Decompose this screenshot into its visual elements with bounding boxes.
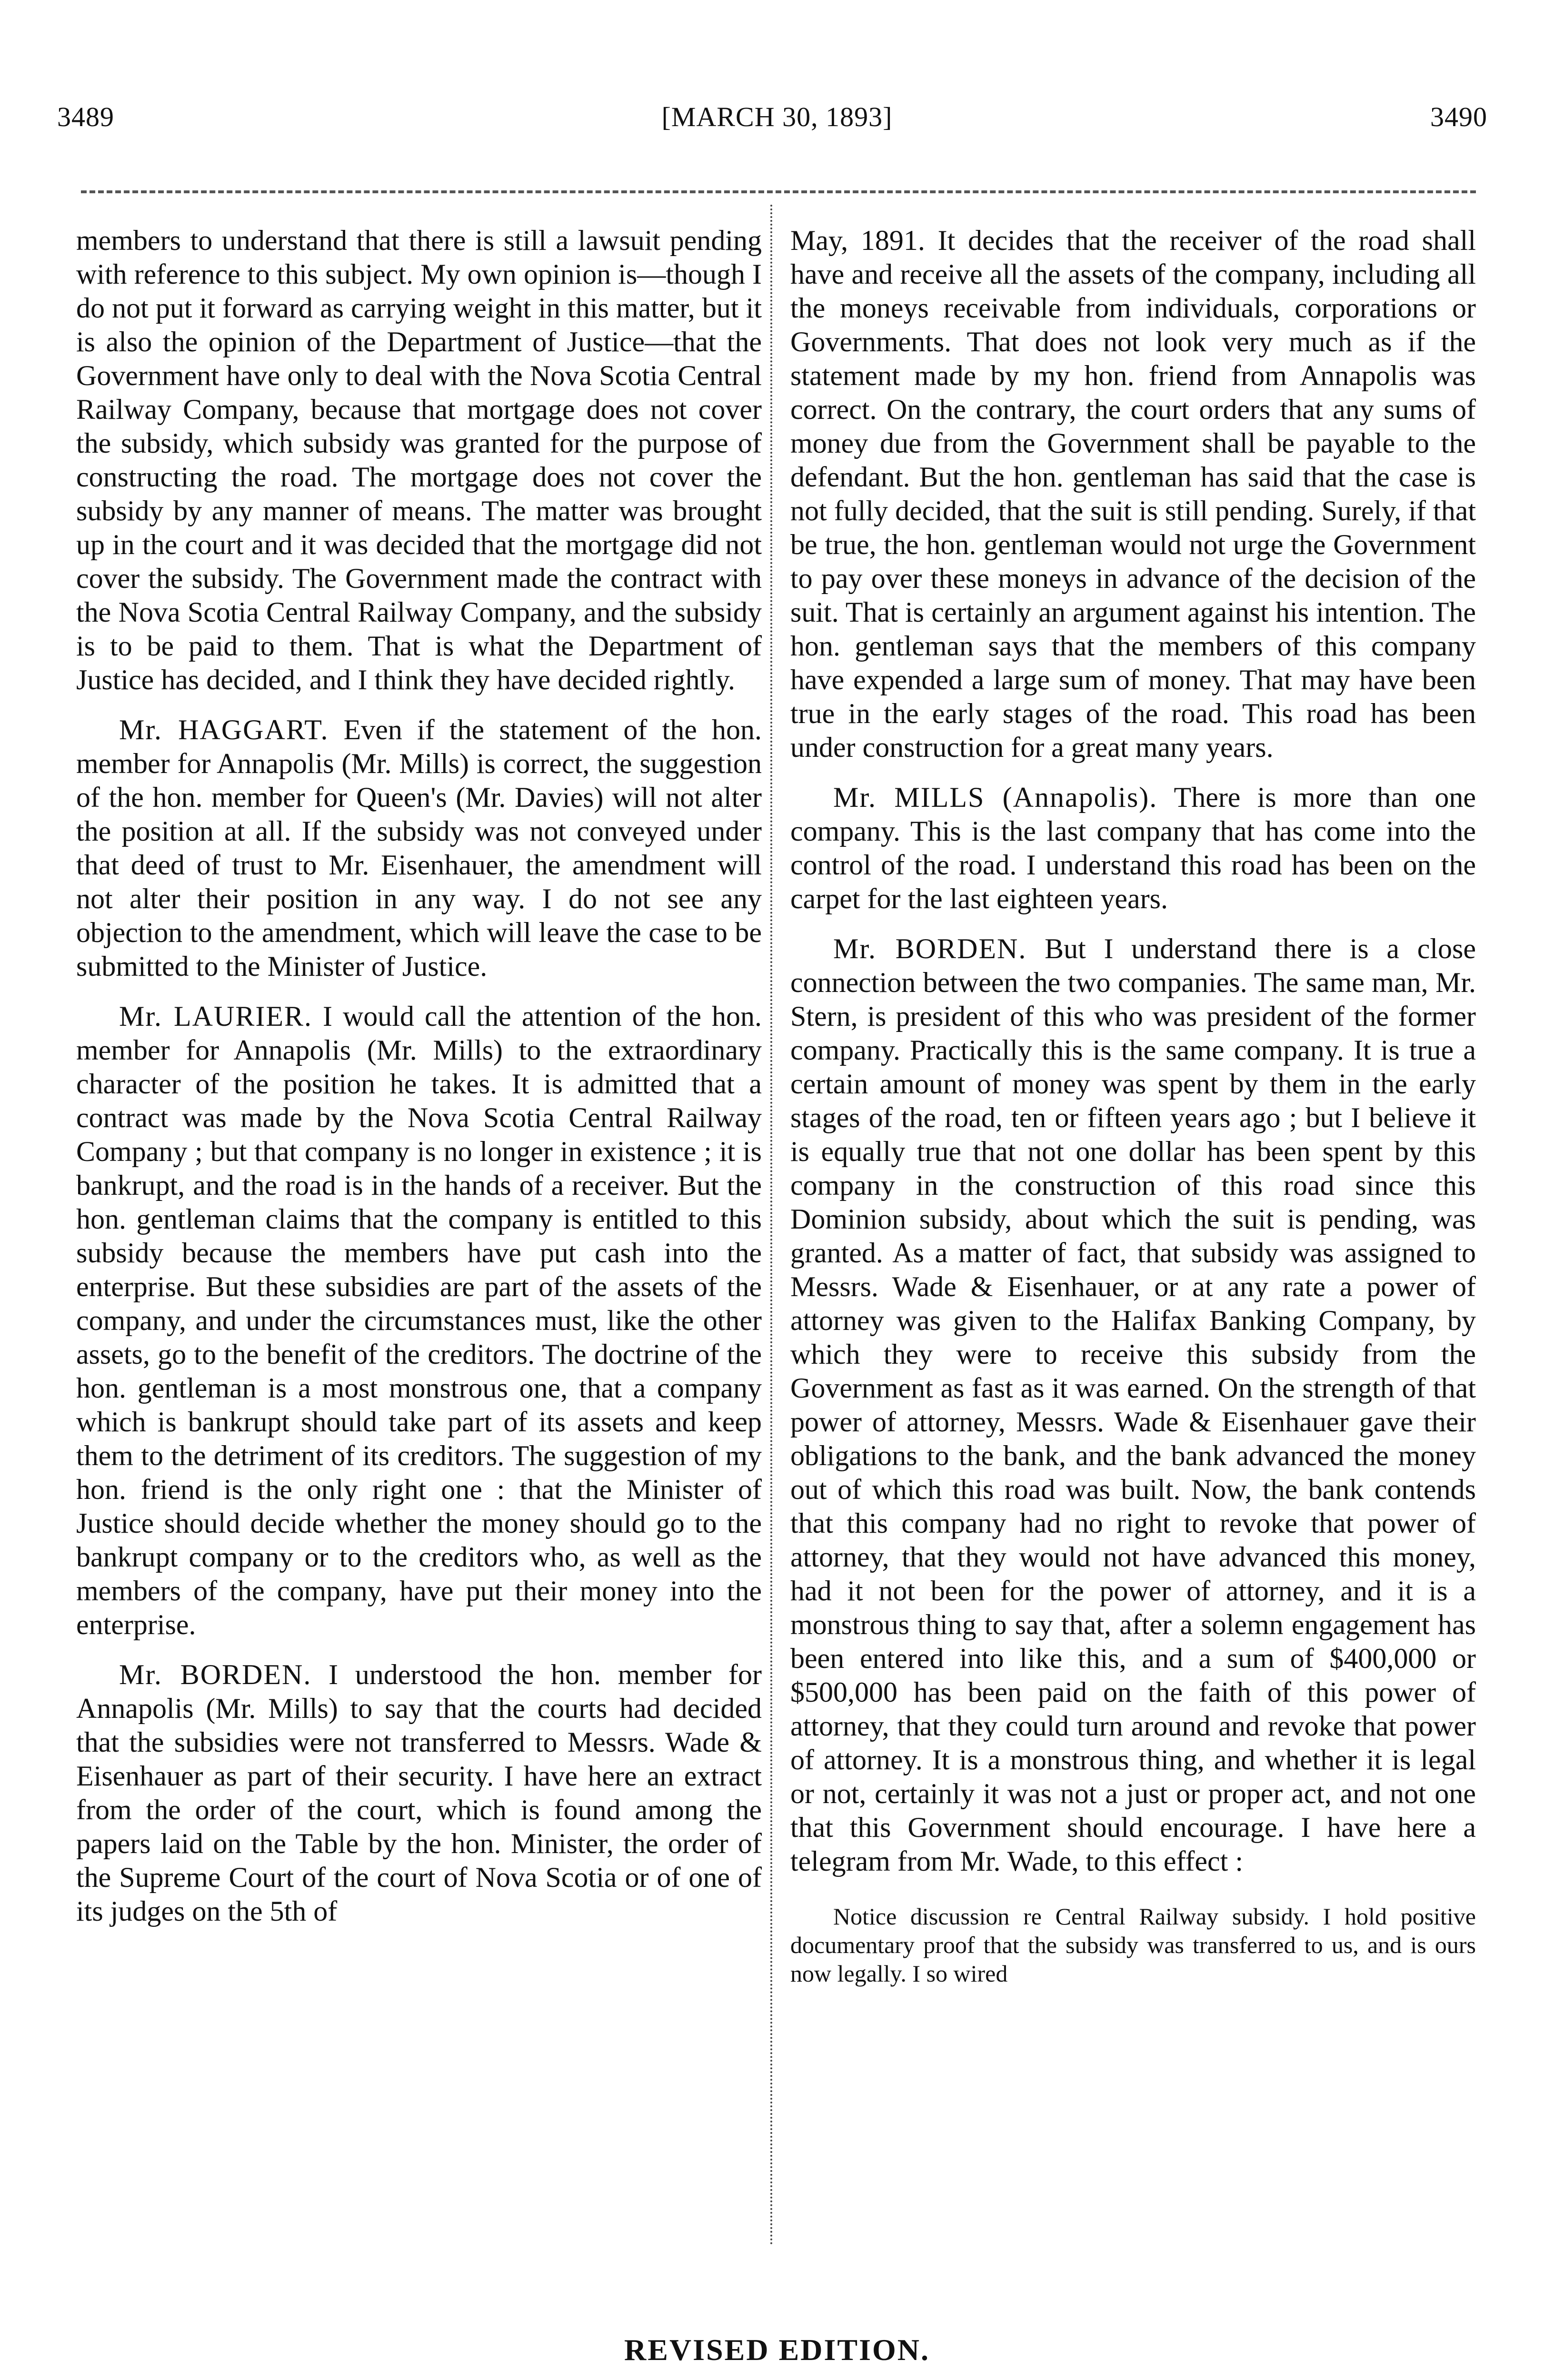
left-column (76, 224, 762, 1928)
telegram-quote: Notice discussion re Central Railway subsidy. I hold positive documentary proof that the subsidy was transferred to us, and is ours now legally. I so wired (790, 1903, 1476, 1987)
speech-laurier (76, 1000, 762, 1642)
speech-text: There is more than one company. This is the last company that has come into the control of the road. I understand this road has been on the carpet for the last eighteen years. (790, 782, 1476, 914)
speaker-name: Mr. LAURIER. (119, 1001, 312, 1032)
paragraph-continued: members to understand that there is still a lawsuit pending with reference to this subject. My own opinion is—though I do not put it forward as carrying weight in this matter, but it is also the opinion of the Department of Justice—that the Government have only to deal with the Nova Scotia Central Railway Company, because that mortgage does not cover the subsidy, which subsidy was granted for the purpose of constructing the road. The mortgage does not cover the subsidy by any manner of means. The matter was brought up in the court and it was decided that the mortgage did not cover the subsidy. The Government made the contract with the Nova Scotia Central Railway Company, and the subsidy is to be paid to them. That is what the Department of Justice has decided, and I think they have decided rightly. (76, 225, 762, 695)
speech-text: Even if the statement of the hon. member for Annapolis (Mr. Mills) is correct, the suggestion of the hon. member for Queen's (Mr. Davies) will not alter the position at all. If the subsidy was not conveyed under that deed of trust to Mr. Eisenhauer, the amendment will not alter their position in any way. I do not see any objection to the amendment, which will leave the case to be submitted to the Minister of Justice. (76, 714, 762, 982)
paragraph-continued: May, 1891. It decides that the receiver of the road shall have and receive all the assets of the company, including all the moneys receivable from individuals, corporations or Governments. That does not look very much as if the statement made by my hon. friend from Annapolis was correct. On the contrary, the court orders that any sums of money due from the Government shall be payable to the defendant. But the hon. gentleman has said that the case is not fully decided, that the suit is still pending. Surely, if that be true, the hon. gentleman would not urge the Government to pay over these moneys in advance of the decision of the suit. That is certainly an argument against his intention. The hon. gentleman says that the members of this company have expended a large sum of money. That may have been true in the early stages of the road. This road has been under construction for a great many years. (790, 225, 1476, 763)
page-number-left: 3489 (57, 101, 114, 132)
speech-text: But I understand there is a close connection between the two companies. The same man, Mr. Stern, is president of this who was president of the former company. Practically this is the same company. It is true a certain amount of money was spent by them in the early stages of the road, ten or fifteen years ago ; but I believe it is equally true that not one dollar has been spent by this company in the construction of this road since this Dominion subsidy, about which the suit is pending, was granted. As a matter of fact, that subsidy was assigned to Messrs. Wade & Eisenhauer, or at any rate a power of attorney was given to the Halifax Banking Company, by which they were to receive this subsidy from the Government as fast as it was earned. On the strength of that power of attorney, Messrs. Wade & Eisenhauer gave their obligations to the bank, and the bank advanced the money out of which this road was built. Now, the bank contends that this company had no right to revoke that power of attorney, that they would not have advanced this money, had it not been for the power of attorney, and it is a monstrous thing to say that, after a solemn engagement has been entered into like this, and a sum of $400,000 or $500,000 has been paid on the faith of this power of attorney, that they could turn around and revoke that power of attorney. It is a monstrous thing, and whether it is legal or not, certainly it was not a just or proper act, and not one that this Government should encourage. I have here a telegram from Mr. Wade, to this effect : (790, 933, 1476, 1877)
header-rule (81, 190, 1476, 193)
column-divider (770, 205, 772, 2247)
speaker-name: Mr. BORDEN. (119, 1659, 312, 1690)
speech-borden (790, 932, 1476, 1878)
page-date: [MARCH 30, 1893] (661, 101, 893, 132)
right-column (790, 224, 1476, 1988)
speech-borden (76, 1658, 762, 1928)
speech-haggart (76, 713, 762, 983)
speech-mills (790, 781, 1476, 916)
page-number-right: 3490 (1430, 101, 1487, 132)
speech-text: I understood the hon. member for Annapolis (Mr. Mills) to say that the courts had decided that the subsidies were not transferred to Messrs. Wade & Eisenhauer as part of their security. I have here an extract from the order of the court, which is found among the papers laid on the Table by the hon. Minister, the order of the Supreme Court of the court of Nova Scotia or of one of its judges on the 5th of (76, 1659, 762, 1927)
speaker-name: Mr. MILLS (Annapolis). (833, 782, 1158, 813)
speech-text: I would call the attention of the hon. member for Annapolis (Mr. Mills) to the extraordinary character of the position he takes. It is admitted that a contract was made by the Nova Scotia Central Railway Company ; but that company is no longer in existence ; it is bankrupt, and the road is in the hands of a receiver. But the hon. gentleman claims that the company is entitled to this subsidy because the members have put cash into the enterprise. But these subsidies are part of the assets of the company, and under the circumstances must, like the other assets, go to the benefit of the creditors. The doctrine of the hon. gentleman is a most monstrous one, that a company which is bankrupt should take part of its assets and keep them to the detriment of its creditors. The suggestion of my hon. friend is the only right one : that the Minister of Justice should decide whether the money should go to the bankrupt company or to the creditors who, as well as the members of the company, have put their money into the enterprise. (76, 1001, 762, 1640)
speaker-name: Mr. BORDEN. (833, 933, 1027, 964)
footer-edition: REVISED EDITION. (624, 2333, 930, 2367)
speaker-name: Mr. HAGGART. (119, 714, 329, 745)
